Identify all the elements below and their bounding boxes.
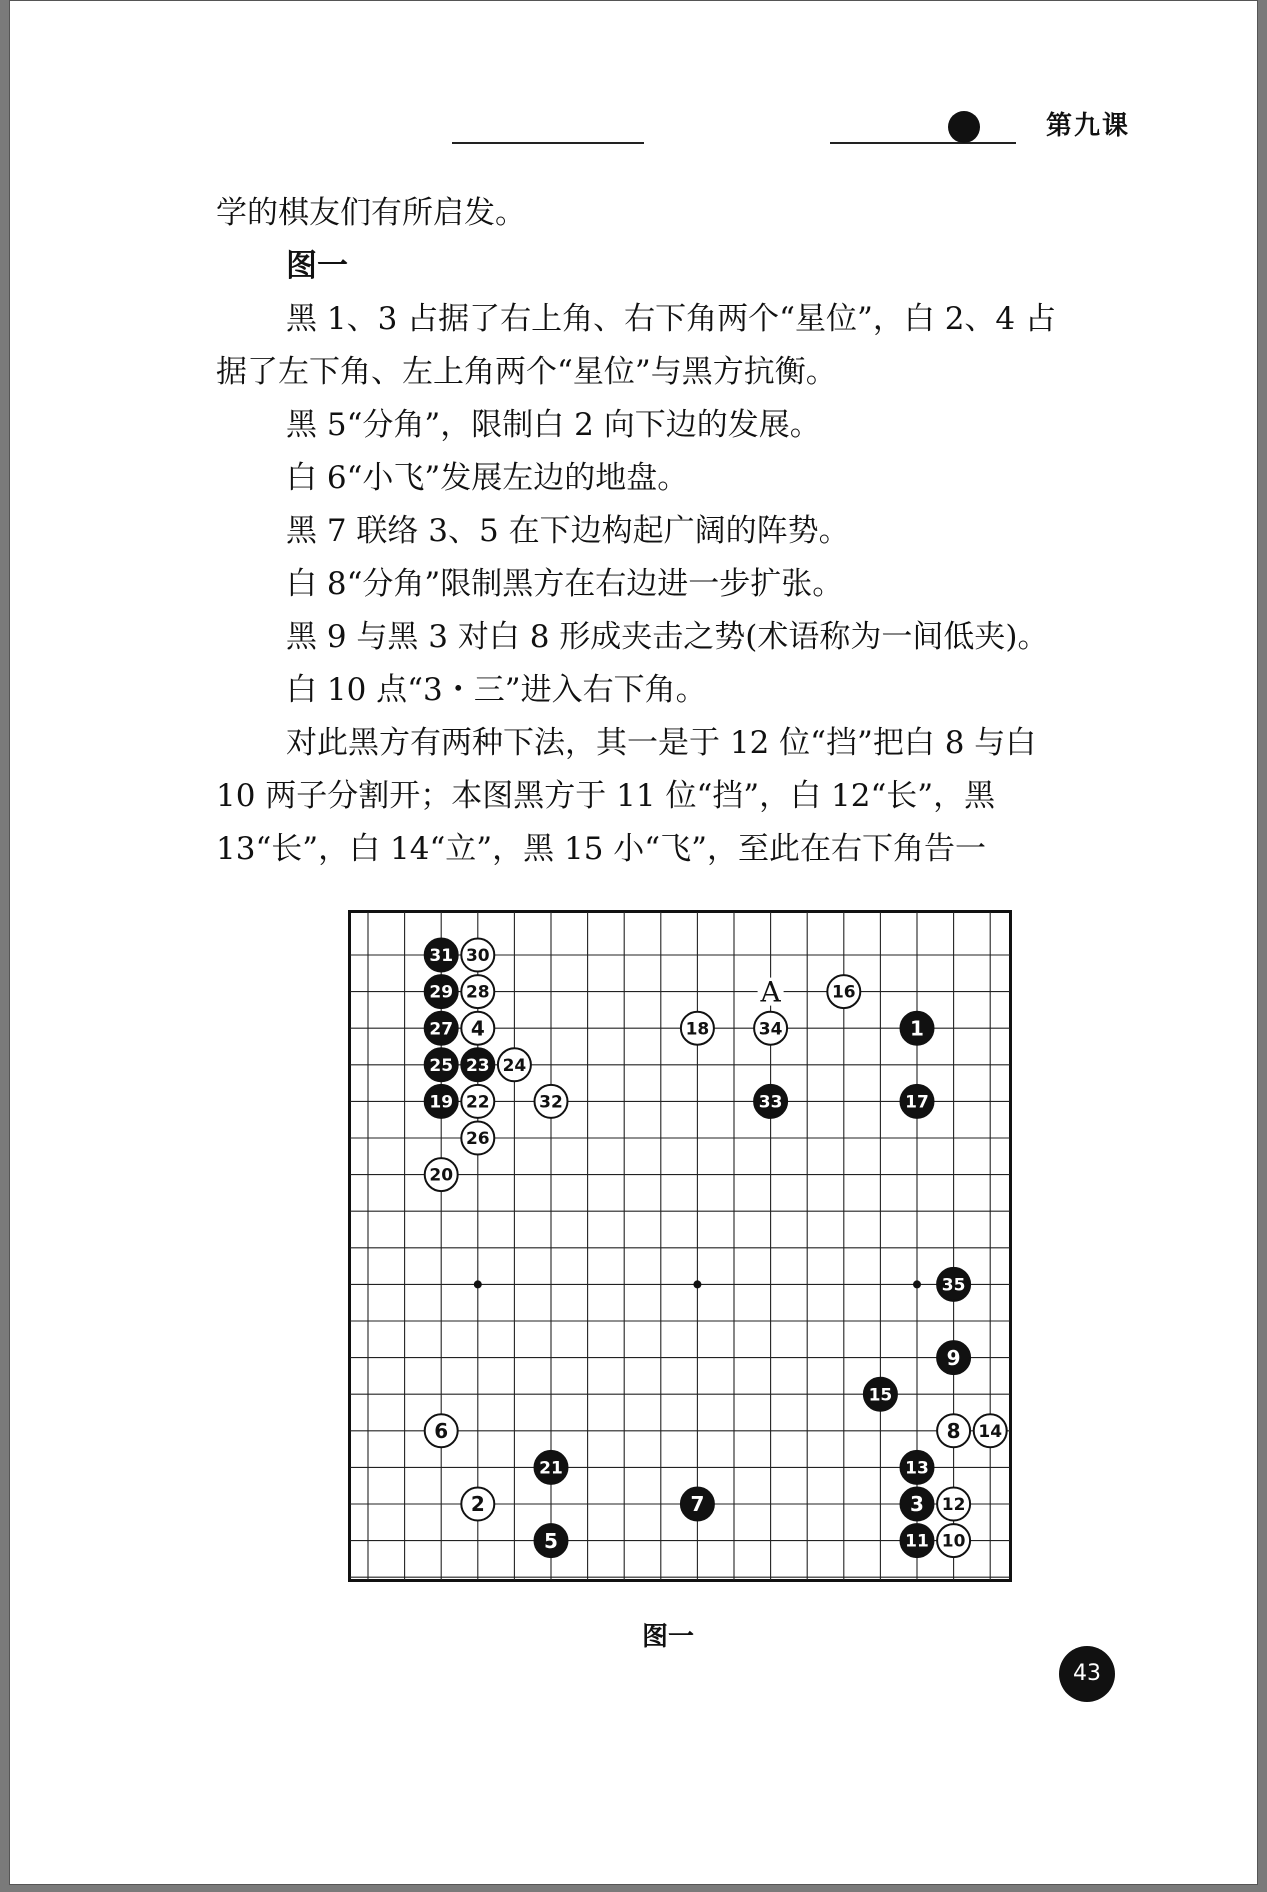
stone-number: 19 — [429, 1092, 454, 1113]
text-line: 白 10 点“3・三”进入右下角。 — [286, 672, 707, 708]
text-line: 白 6“小飞”发展左边的地盘。 — [286, 460, 689, 496]
page-number: 43 — [1059, 1646, 1115, 1702]
board-marker-a: A — [760, 975, 781, 1009]
stone-number: 26 — [465, 1129, 490, 1150]
stone-number: 16 — [831, 982, 856, 1003]
text-line: 10 两子分割开；本图黑方于 11 位“挡”，白 12“长”，黑 — [216, 778, 996, 814]
text-line: 黑 9 与黑 3 对白 8 形成夹击之势(术语称为一间低夹)。 — [286, 619, 1049, 655]
stone-number: 15 — [868, 1385, 893, 1406]
stone-number: 30 — [465, 946, 490, 967]
header-bullet-icon — [948, 111, 980, 143]
stone-number: 14 — [978, 1421, 1003, 1442]
star-point — [913, 1280, 921, 1288]
stone-number: 8 — [946, 1419, 961, 1443]
stone-number: 25 — [429, 1055, 454, 1076]
text-line: 据了左下角、左上角两个“星位”与黑方抗衡。 — [216, 354, 837, 390]
stone-number: 13 — [905, 1458, 929, 1479]
header-rule-left — [452, 142, 644, 144]
stone-number: 9 — [946, 1345, 961, 1370]
text-line: 黑 7 联络 3、5 在下边构起广阔的阵势。 — [286, 513, 850, 549]
star-point — [474, 1280, 482, 1288]
stone-number: 22 — [465, 1092, 490, 1113]
section-heading: 图一 — [286, 248, 348, 284]
stone-number: 29 — [429, 982, 454, 1003]
header-rule-right — [830, 142, 1016, 144]
text-line: 黑 5“分角”，限制白 2 向下边的发展。 — [286, 407, 821, 443]
text-line: 白 8“分角”限制黑方在右边进一步扩张。 — [286, 566, 844, 602]
stone-number: 23 — [465, 1055, 490, 1076]
stone-number: 1 — [910, 1016, 924, 1041]
stone-number: 18 — [685, 1019, 710, 1040]
stone-number: 32 — [539, 1092, 563, 1113]
stone-number: 5 — [544, 1528, 558, 1553]
stone-number: 11 — [905, 1531, 929, 1552]
stone-number: 6 — [434, 1419, 449, 1443]
text-line: 对此黑方有两种下法，其一是于 12 位“挡”把白 8 与白 — [286, 725, 1037, 761]
stone-number: 24 — [502, 1055, 527, 1076]
lesson-title: 第九课 — [1046, 111, 1131, 141]
star-point — [693, 1280, 701, 1288]
stone-number: 33 — [758, 1092, 783, 1113]
stone-number: 12 — [941, 1495, 966, 1516]
stone-number: 2 — [470, 1492, 485, 1517]
stone-number: 3 — [910, 1492, 924, 1517]
text-line: 学的棋友们有所启发。 — [216, 195, 526, 231]
stone-number: 21 — [539, 1458, 563, 1479]
stone-number: 4 — [470, 1016, 485, 1041]
stone-number: 35 — [941, 1275, 966, 1296]
stone-number: 17 — [905, 1092, 929, 1113]
stone-number: 20 — [429, 1165, 454, 1186]
text-line: 13“长”，白 14“立”，黑 15 小“飞”，至此在右下角告一 — [216, 831, 986, 867]
stone-number: 31 — [429, 946, 454, 967]
figure-caption: 图一 — [642, 1622, 695, 1652]
stone-number: 10 — [941, 1531, 966, 1552]
stone-number: 7 — [690, 1492, 705, 1517]
stone-number: 28 — [465, 982, 490, 1003]
stone-number: 27 — [429, 1019, 454, 1040]
book-page — [9, 0, 1258, 1885]
go-diagram — [348, 910, 1012, 1586]
stone-number: 34 — [758, 1019, 783, 1040]
text-line: 黑 1、3 占据了右上角、右下角两个“星位”，白 2、4 占 — [286, 301, 1057, 337]
go-board — [348, 910, 1012, 1582]
